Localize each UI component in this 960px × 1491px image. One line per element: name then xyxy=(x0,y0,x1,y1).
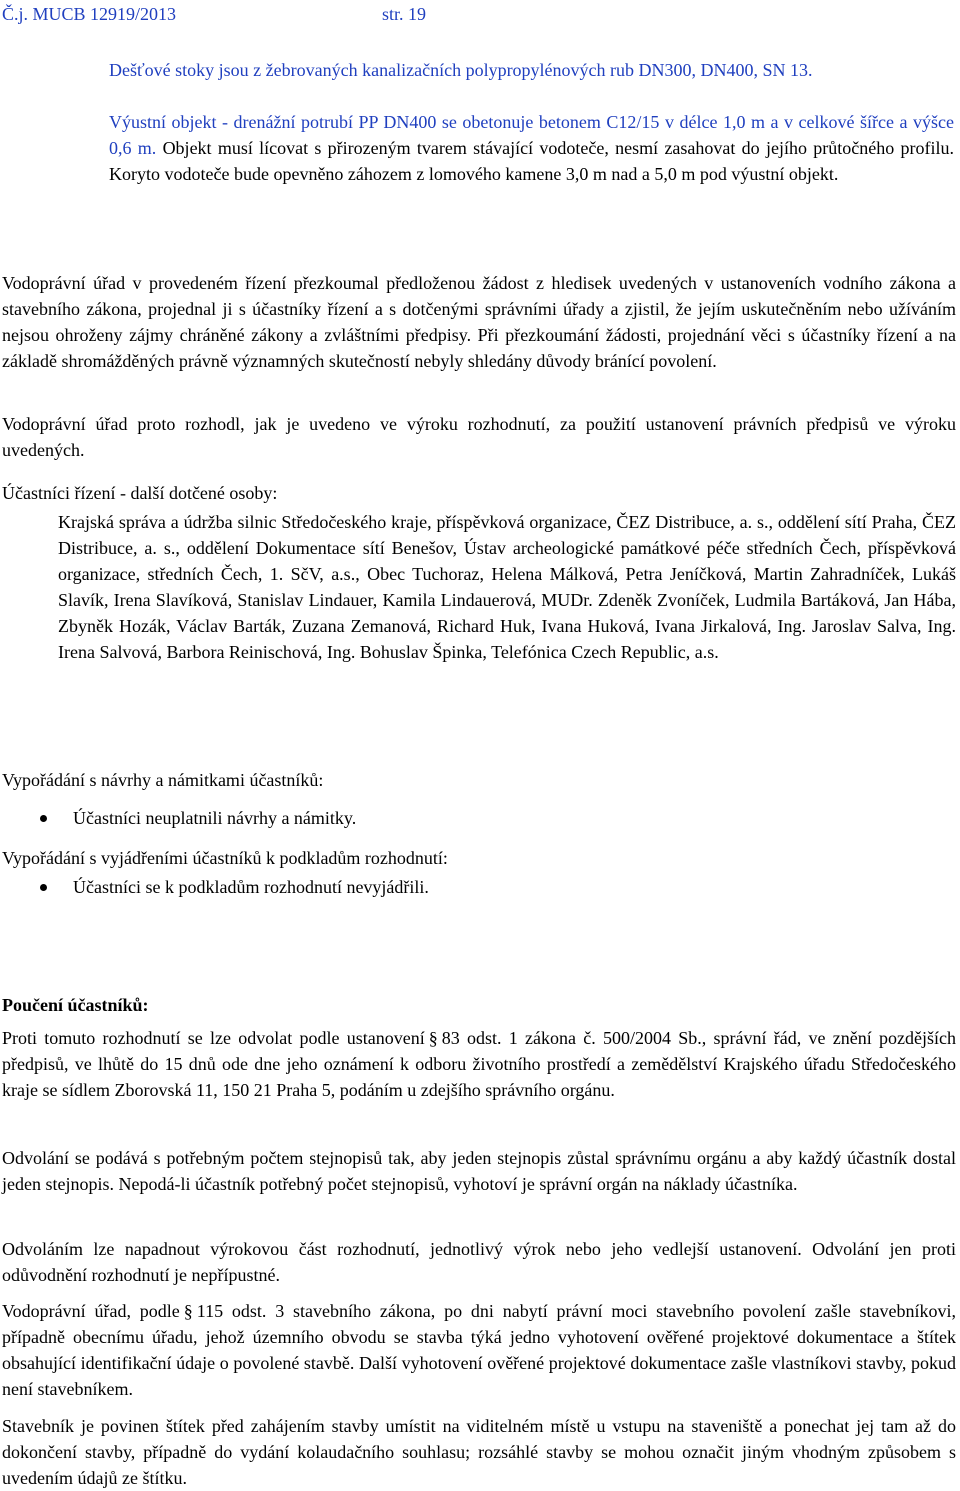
heading-instruction: Poučení účastníků: xyxy=(2,995,149,1015)
outlet-object-continuation: Objekt musí lícovat s přirozeným tvarem stávající vodoteče, nesmí zasahovat do jejího průtočného profilu. Koryto vodoteče bude opevněno záhozem z lomového kamene 3,0 m nad a 5,0 m pod výustní objekt. xyxy=(109,138,954,184)
paragraph-drainage-pipes: Dešťové stoky jsou z žebrovaných kanalizačních polypropylénových rub DN300, DN400, SN 13. xyxy=(109,60,813,80)
paragraph-review: Vodoprávní úřad v provedeném řízení přezkoumal předloženou žádost z hledisek uvedených v ustanoveních vodního zákona a stavebního zákona, projednal ji s účastníky řízení a s dotčenými správními úřady a zjistil, že jejím uskutečněním nebo užíváním nejsou ohroženy zájmy chráněné zákony a zvláštními předpisy. Při přezkoumání žádosti, projednání věci s účastníky řízení a na základě shromážděných právně významných skutečností nebyly shledány důvody bránící povolení. xyxy=(2,273,956,371)
paragraph-appeal xyxy=(2,1025,956,1103)
paragraph-decision: Vodoprávní úřad proto rozhodl, jak je uvedeno ve výroku rozhodnutí, za použití ustanovení právních předpisů ve výroku uvedených. xyxy=(2,414,956,460)
participants-list: Krajská správa a údržba silnic Středočeského kraje, příspěvková organizace, ČEZ Distribuce, a. s., oddělení sítí Praha, ČEZ Distribuce, a. s., oddělení Dokumentace sítí Benešov, Ústav archeologické památkové péče středních Čech, příspěvková organizace, středních Čech, 1. SčV, a.s., Obec Tuchoraz, Helena Málková, Petra Jeníčková, Martin Zahradníček, Lukáš Slavík, Irena Slavíková, Stanislav Lindauer, Kamila Lindauerová, MUDr. Zdeněk Zvoníček, Ludmila Bartáková, Jan Hába, Zbyněk Hozák, Václav Barták, Zuzana Zemanová, Richard Huk, Ivana Huková, Ivana Jirkalová, Ing. Jaroslav Salva, Ing. Irena Salvová, Barbora Reinischová, Ing. Bohuslav Špinka, Telefónica Czech Republic, a.s. xyxy=(58,512,956,662)
section-sign: § xyxy=(183,1301,193,1321)
list-item xyxy=(40,874,940,900)
heading-proposals: Vypořádání s návrhy a námitkami účastníků: xyxy=(2,770,324,790)
heading-statements: Vypořádání s vyjádřeními účastníků k podkladům rozhodnutí: xyxy=(2,848,448,868)
list-item xyxy=(40,805,940,831)
paragraph-outlet-object xyxy=(109,109,954,187)
bullet-icon xyxy=(40,815,47,822)
appeal-text-end: 83 odst. 1 zákona č. 500/2004 Sb., správní řád, ve znění pozdějších předpisů, ve lhůtě do 15 dnů ode dne jeho oznámení k odboru životního prostředí a zemědělství Krajského úřadu Středočeského kraje se sídlem Zborovská 11, 150 21 Praha 5, podáním u zdejšího správního orgánu. xyxy=(2,1028,957,1100)
paragraph-copies: Odvolání se podává s potřebným počtem stejnopisů tak, aby jeden stejnopis zůstal správnímu orgánu a aby každý účastník dostal jeden stejnopis. Nepodá-li účastník potřebný počet stejnopisů, vyhotoví je správní orgán na náklady účastníka. xyxy=(2,1148,956,1194)
list-item-text: Účastníci se k podkladům rozhodnutí nevyjádřili. xyxy=(73,877,429,897)
bullet-icon xyxy=(40,884,47,891)
heading-participants: Účastníci řízení - další dotčené osoby: xyxy=(2,483,278,503)
paragraph-site-label: Stavebník je povinen štítek před zahájením stavby umístit na viditelném místě u vstupu na staveniště a ponechat jej tam až do dokončení stavby, případně do vydání kolaudačního souhlasu; rozsáhlé stavby se mohou označit jiným vhodným způsobem s uvedením údajů ze štítku. xyxy=(2,1416,956,1488)
appeal-text-start: Proti tomuto rozhodnutí se lze odvolat podle ustanovení xyxy=(2,1028,425,1048)
list-item-text: Účastníci neuplatnili návrhy a námitky. xyxy=(73,808,357,828)
paragraph-appeal-scope: Odvoláním lze napadnout výrokovou část rozhodnutí, jednotlivý výrok nebo jeho vedlejší ustanovení. Odvolání jen proti odůvodnění rozhodnutí je nepřípustné. xyxy=(2,1239,956,1285)
outlet-object-text: Výustní objekt - drenážní potrubí PP DN400 se obetonuje betonem C12/15 v délce 1,0 m a v celkové šířce a výšce 0,6 m. xyxy=(109,112,954,158)
page-number: str. 19 xyxy=(382,4,427,24)
documentation-text-start: Vodoprávní úřad, podle xyxy=(2,1301,180,1321)
documentation-text-end: 115 odst. 3 stavebního zákona, po dni nabytí právní moci stavebního povolení zašle stavebníkovi, případně obecnímu úřadu, jehož územního obvodu se stavba týká jedno vyhotovení ověřené projektové dokumentace a štítek obsahující identifikační údaje o povolené stavbě. Další vyhotovení ověřené projektové dokumentace zašle vlastníkovi stavby, pokud není stavebníkem. xyxy=(2,1301,956,1399)
page-header xyxy=(2,3,427,25)
reference-number: Č.j. MUCB 12919/2013 xyxy=(2,4,177,24)
paragraph-documentation xyxy=(2,1298,956,1402)
section-sign: § xyxy=(428,1028,438,1048)
